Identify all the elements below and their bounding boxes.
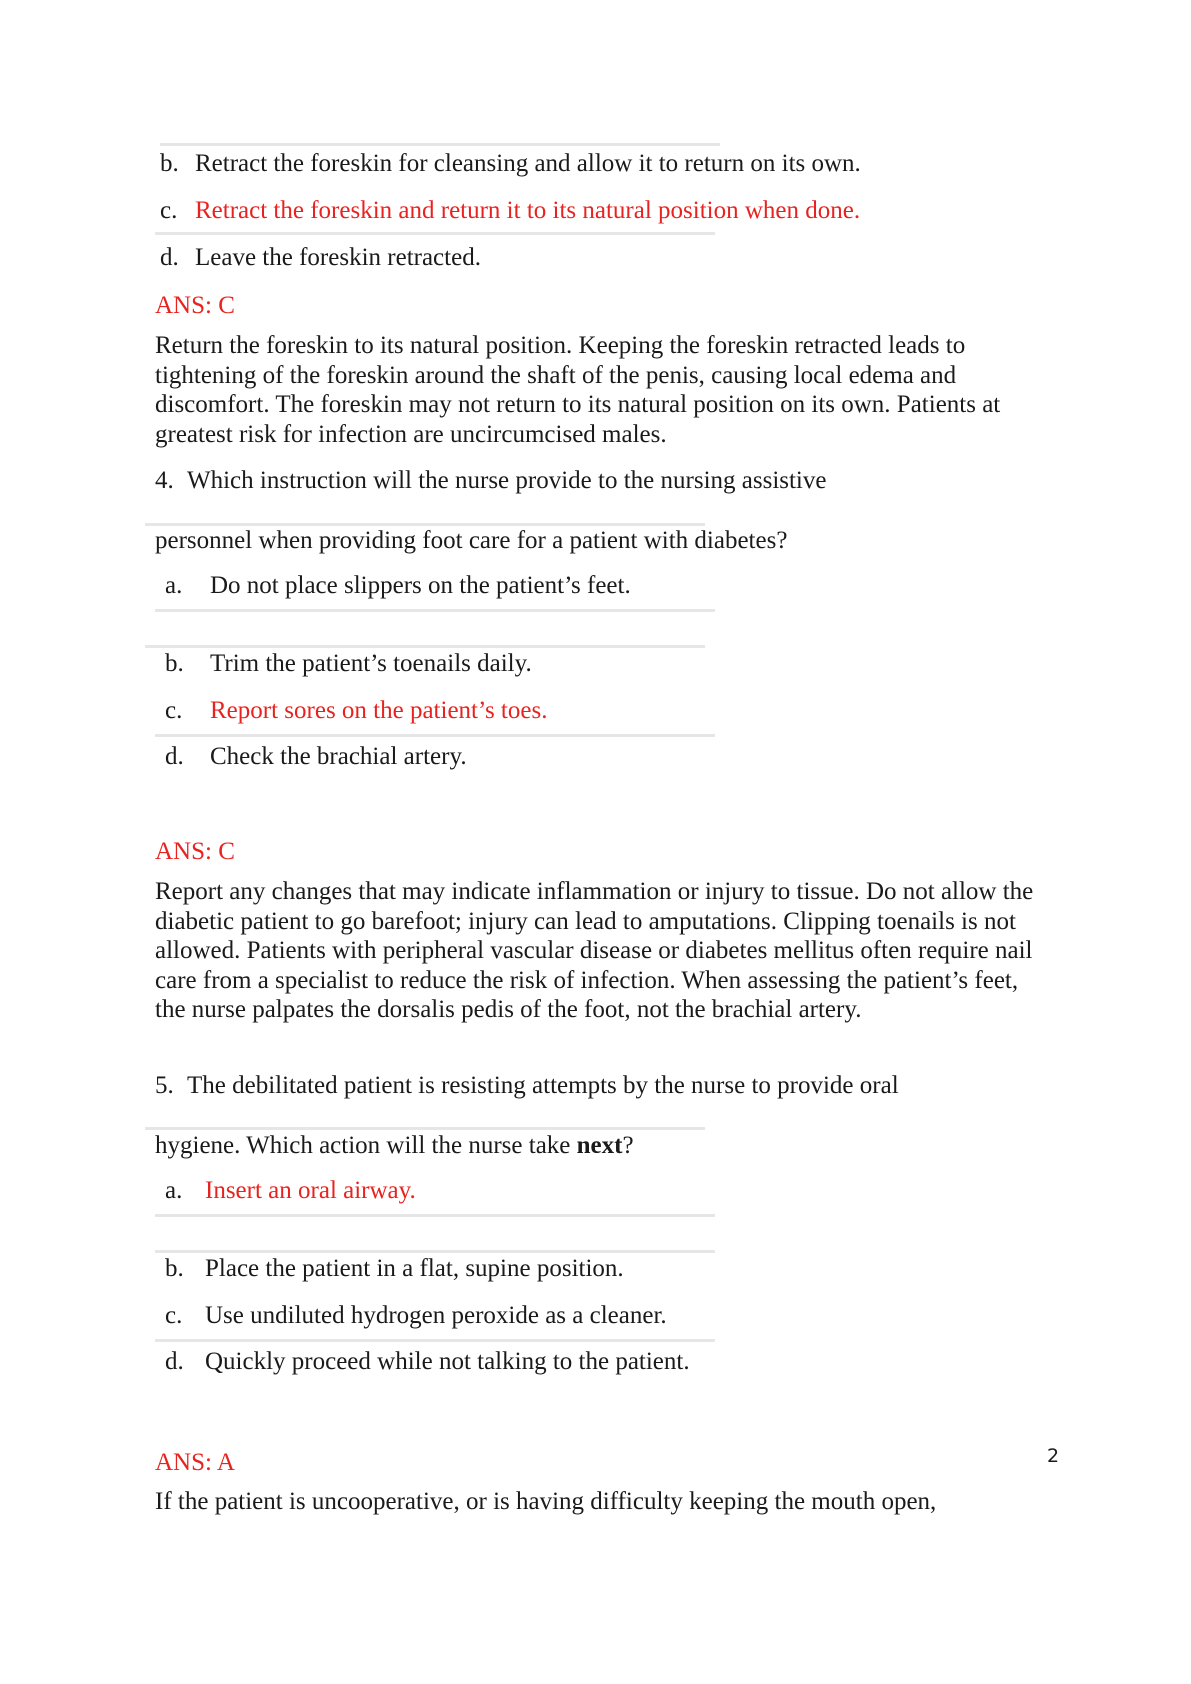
question-4-stem-continued: personnel when providing foot care for a patient with diabetes? — [155, 527, 788, 554]
option-text: Trim the patient’s toenails daily. — [210, 650, 532, 677]
option-letter: b. — [160, 150, 179, 177]
option-text: Retract the foreskin for cleansing and allow it to return on its own. — [195, 150, 861, 177]
table-rule — [155, 232, 715, 235]
table-rule — [145, 1127, 705, 1130]
answer-key-5: ANS: A — [155, 1449, 235, 1476]
table-rule — [155, 609, 715, 612]
option-4c-correct — [165, 696, 547, 725]
stem-text: hygiene. Which action will the nurse take — [155, 1132, 577, 1159]
question-number: 4. — [155, 467, 174, 494]
rationale-4: Report any changes that may indicate inflammation or injury to tissue. Do not allow the diabetic patient to go barefoot; injury can lead to amputations. Clipping toenails is not allowed. Patients with peripheral vascular disease or diabetes mellitus often require nail care from a specialist to reduce the risk of infection. When assessing the patient’s feet, the nurse palpates the dorsalis pedis of the foot, not the brachial artery. — [155, 878, 1034, 1023]
option-3d — [160, 243, 481, 272]
table-rule — [155, 1250, 715, 1253]
table-rule — [155, 734, 715, 737]
stem-emphasis: next — [576, 1132, 623, 1159]
question-5-stem-continued — [155, 1131, 634, 1160]
page-number: 2 — [1047, 1445, 1060, 1467]
table-rule — [160, 143, 720, 146]
question-4-stem — [155, 466, 826, 495]
option-text: Use undiluted hydrogen peroxide as a cleaner. — [205, 1302, 667, 1329]
option-letter: c. — [160, 197, 178, 224]
rationale-3: Return the foreskin to its natural position. Keeping the foreskin retracted leads to tightening of the foreskin around the shaft of the penis, causing local edema and discomfort. The foreskin may not return to its natural position on its own. Patients at greatest risk for infection are uncircumcised males. — [155, 332, 1001, 448]
option-text: Quickly proceed while not talking to the patient. — [205, 1348, 690, 1375]
option-3c-correct — [160, 196, 860, 225]
option-text: Leave the foreskin retracted. — [195, 244, 481, 271]
option-text: Do not place slippers on the patient’s feet. — [210, 572, 631, 599]
option-text: Insert an oral airway. — [205, 1177, 416, 1204]
option-text: Place the patient in a flat, supine position. — [205, 1255, 624, 1282]
option-letter: d. — [165, 1348, 184, 1375]
option-letter: a. — [165, 572, 183, 599]
option-text: Check the brachial artery. — [210, 743, 467, 770]
answer-key-3: ANS: C — [155, 292, 235, 319]
question-number: 5. — [155, 1072, 174, 1099]
option-4d — [165, 742, 467, 771]
question-5-stem — [155, 1071, 899, 1100]
option-text: Report sores on the patient’s toes. — [210, 697, 548, 724]
option-letter: b. — [165, 1255, 184, 1282]
table-rule — [145, 645, 705, 648]
option-3b — [160, 149, 861, 178]
stem-text-end: ? — [622, 1132, 634, 1159]
option-letter: a. — [165, 1177, 183, 1204]
option-letter: c. — [165, 1302, 183, 1329]
option-5b — [165, 1254, 624, 1283]
table-rule — [155, 1339, 715, 1342]
option-4a — [165, 571, 631, 600]
option-5a-correct — [165, 1176, 416, 1205]
option-letter: d. — [165, 743, 184, 770]
option-letter: d. — [160, 244, 179, 271]
option-4b — [165, 649, 532, 678]
option-text: Retract the foreskin and return it to its natural position when done. — [195, 197, 861, 224]
answer-key-4: ANS: C — [155, 838, 235, 865]
table-rule — [155, 1214, 715, 1217]
option-5d — [165, 1347, 690, 1376]
option-letter: b. — [165, 650, 184, 677]
question-text: Which instruction will the nurse provide to the nursing assistive — [187, 467, 827, 494]
question-text: The debilitated patient is resisting attempts by the nurse to provide oral — [187, 1072, 899, 1099]
option-5c — [165, 1301, 667, 1330]
option-letter: c. — [165, 697, 183, 724]
rationale-5: If the patient is uncooperative, or is having difficulty keeping the mouth open, — [155, 1488, 937, 1515]
